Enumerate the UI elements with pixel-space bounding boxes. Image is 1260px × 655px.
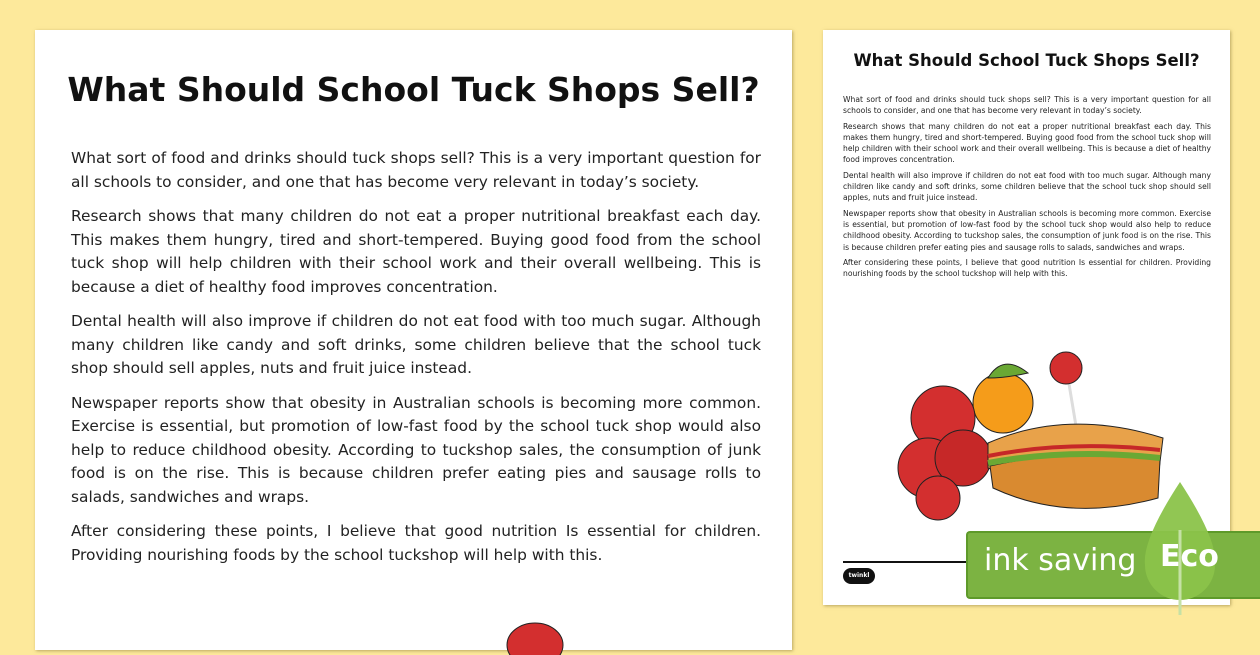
preview-paragraph: Dental health will also improve if children do not eat food with too much sugar. Although many children like candy and soft drinks, some children believe that the school tuck shop should sell apples, nuts and fruit juice instead.: [843, 170, 1211, 203]
twinkl-logo: twinkl: [843, 568, 875, 584]
preview-paragraph: After considering these points, I believe that good nutrition Is essential for children. Providing nourishing foods by the school tuckshop will help with this.: [843, 257, 1211, 279]
preview-paragraph: Newspaper reports show that obesity in Australian schools is becoming more common. Exercise is essential, but promotion of low-fast food by the school tuck shop would also help to reduce childhood obesity. According to tuckshop sales, the consumption of junk food is on the rise. This is because children prefer eating pies and sausage rolls to salads, sandwiches and wraps.: [843, 208, 1211, 252]
eco-label: Eco: [1160, 539, 1219, 574]
food-illustration: [888, 348, 1168, 528]
paragraph: Research shows that many children do not eat a proper nutritional breakfast each day. This makes them hungry, tired and short-tempered. Buying good food from the school tuck shop will help children with their school work and their overall wellbeing. This is because a diet of healthy food improves concentration.: [71, 207, 761, 296]
paragraph: Dental health will also improve if children do not eat food with too much sugar. Although many children like candy and soft drinks, some children believe that the school tuck shop should sell apples, nuts and fruit juice instead.: [71, 312, 761, 377]
paragraph: After considering these points, I believe that good nutrition Is essential for children. Providing nourishing foods by the school tuckshop will help with this.: [71, 522, 761, 564]
page-title: What Should School Tuck Shops Sell?: [67, 70, 760, 109]
preview-title: What Should School Tuck Shops Sell?: [853, 51, 1200, 70]
main-worksheet-page: [35, 30, 792, 650]
article-body: [71, 147, 761, 578]
footer-rule: [843, 561, 973, 563]
apple-illustration: [495, 615, 575, 655]
paragraph: What sort of food and drinks should tuck shops sell? This is a very important question for all schools to consider, and one that has become very relevant in today’s society.: [71, 149, 761, 191]
ink-saving-label: ink saving: [984, 543, 1137, 578]
preview-body: [843, 94, 1211, 283]
preview-paragraph: What sort of food and drinks should tuck shops sell? This is a very important question for all schools to consider, and one that has become very relevant in today’s society.: [843, 95, 1211, 116]
paragraph: Newspaper reports show that obesity in Australian schools is becoming more common. Exercise is essential, but promotion of low-fast food by the school tuck shop would also help to reduce childhood obesity. According to tuckshop sales, the consumption of junk food is on the rise. This is because children prefer eating pies and sausage rolls to salads, sandwiches and wraps.: [71, 393, 761, 506]
preview-paragraph: Research shows that many children do not eat a proper nutritional breakfast each day. This makes them hungry, tired and short-tempered. Buying good food from the school tuck shop will help children with their school work and their overall wellbeing. This is because a diet of healthy food improves concentration.: [843, 121, 1211, 165]
